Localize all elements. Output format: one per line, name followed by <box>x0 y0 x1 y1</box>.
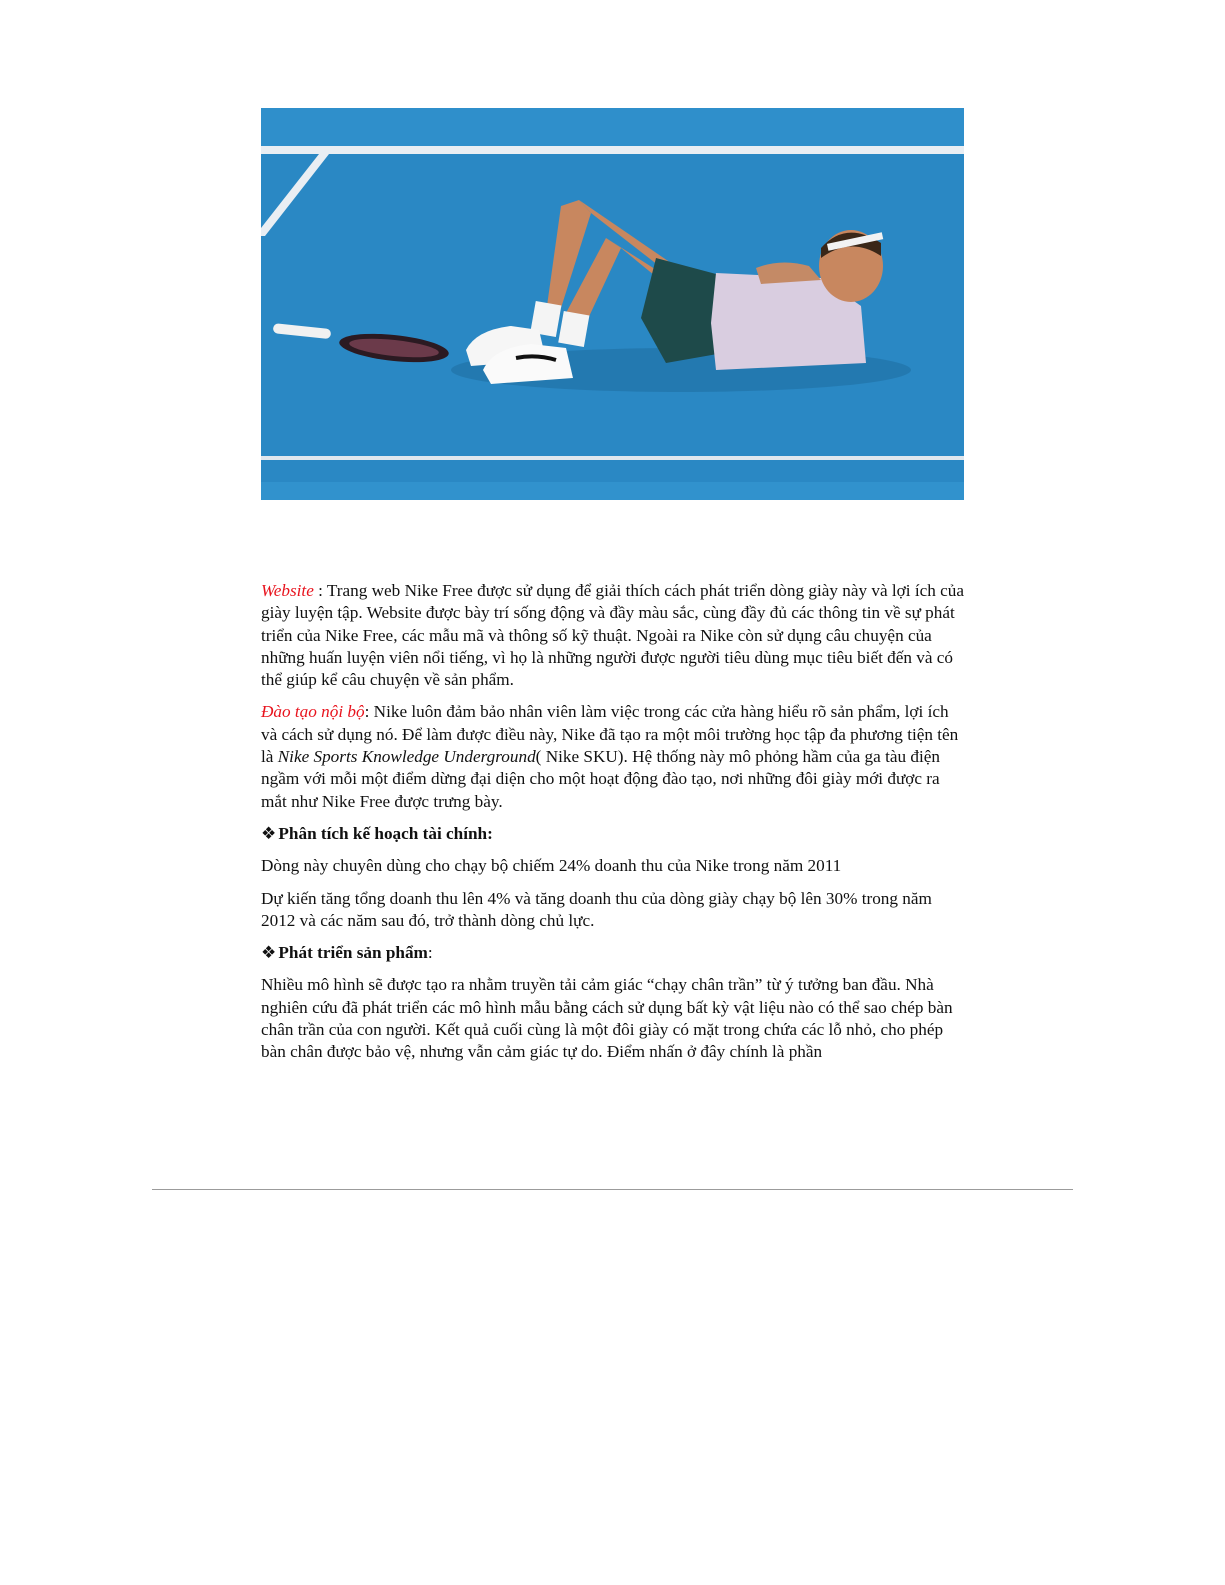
court-top-shade <box>261 108 964 148</box>
product-heading-text: Phát triển sản phẩm <box>278 943 428 963</box>
training-text-2: ( Nike SKU). Hệ thống này mô phỏng hầm của ga tàu điện ngầm với mỗi một điểm dừng đại diện cho một hoạt động đào tạo, nơi những đôi giày mới được ra mắt như Nike Free được trưng bày. <box>261 747 940 811</box>
training-text-1: : Nike luôn đảm bảo nhân viên làm việc trong các cửa hàng hiểu rõ sản phẩm, lợi ích và cách sử dụng nó. Để làm được điều này, Nike đã tạo ra một môi trường học tập đa phương tiện tên là <box>261 702 959 767</box>
document-body <box>261 580 967 1074</box>
finance-heading <box>261 823 967 845</box>
training-paragraph <box>261 701 967 812</box>
product-heading-suffix: : <box>427 943 433 963</box>
finance-paragraph-1: Dòng này chuyên dùng cho chạy bộ chiếm 24% doanh thu của Nike trong năm 2011 <box>261 856 842 876</box>
player-sock-right <box>558 311 589 347</box>
diamond-bullet-icon: ❖ <box>261 823 277 843</box>
website-text: : Trang web Nike Free được sử dụng để giải thích cách phát triển dòng giày này và lợi ích của giày luyện tập. Website được bày trí sống động và đầy màu sắc, cùng đầy đủ các thông tin về sự phát triển của Nike Free, các mẫu mã và thông số kỹ thuật. Ngoài ra Nike còn sử dụng câu chuyện của những huấn luyện viên nổi tiếng, vì họ là những người được người tiêu dùng mục tiêu biết đến và có thể giúp kể câu chuyện về sản phẩm. <box>261 581 964 690</box>
website-label: Website <box>261 581 314 600</box>
tennis-player-photo <box>261 108 964 500</box>
court-surface <box>261 108 964 500</box>
website-paragraph <box>261 580 967 691</box>
page-divider <box>152 1189 1073 1190</box>
court-service-line <box>261 456 964 460</box>
product-heading <box>261 942 967 964</box>
finance-heading-text: Phân tích kế hoạch tài chính: <box>278 823 493 843</box>
court-baseline <box>261 146 964 154</box>
finance-paragraph-2: Dự kiến tăng tổng doanh thu lên 4% và tăng doanh thu của dòng giày chạy bộ lên 30% trong năm 2012 và các năm sau đó, trở thành dòng chủ lực. <box>261 888 932 930</box>
training-label: Đào tạo nội bộ <box>261 702 365 722</box>
court-bottom-shade <box>261 482 964 500</box>
product-paragraph: Nhiều mô hình sẽ được tạo ra nhằm truyền tải cảm giác “chạy chân trần” từ ý tưởng ban đầu. Nhà nghiên cứu đã phát triển các mô hình mẫu bằng cách sử dụng bất kỳ vật liệu nào có thể sao chép bàn chân trần của con người. Kết quả cuối cùng là một đôi giày có mặt trong chứa các lỗ nhỏ, cho phép bàn chân được bảo vệ, nhưng vẫn cảm giác tự do. Điểm nhấn ở đây chính là phần <box>261 975 953 1062</box>
player-head <box>819 230 883 302</box>
tennis-player-illustration <box>261 108 964 500</box>
diamond-bullet-icon: ❖ <box>261 943 277 963</box>
training-program-name: Nike Sports Knowledge Underground <box>277 747 536 767</box>
